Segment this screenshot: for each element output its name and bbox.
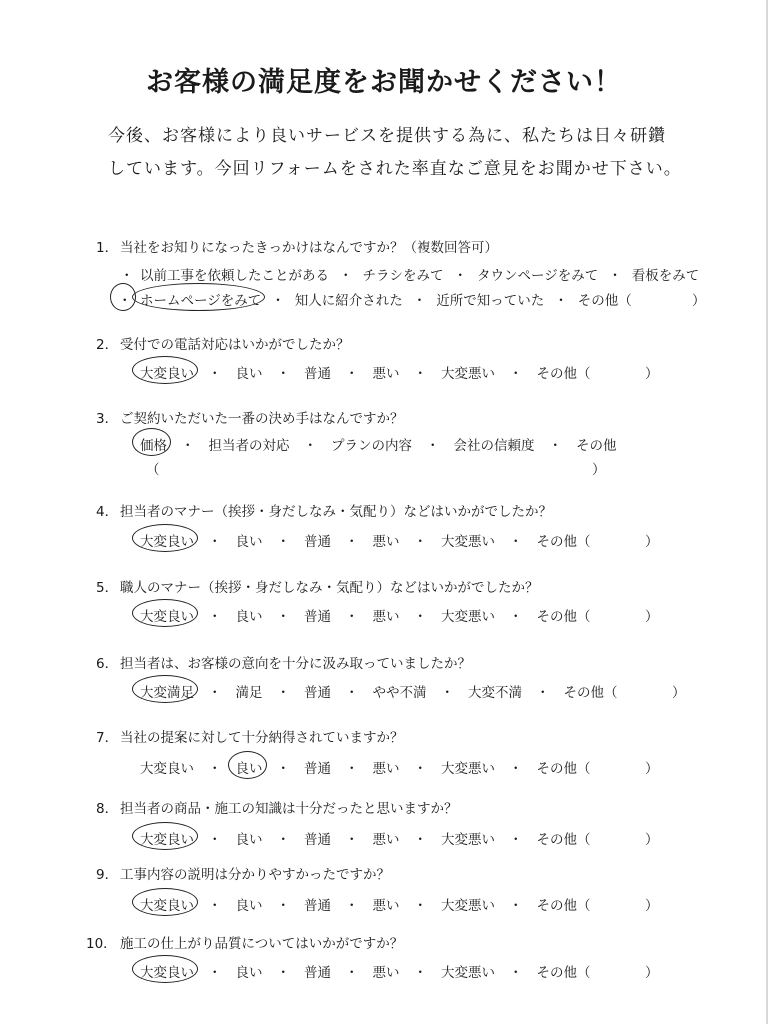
answer-option-label: 近所で知っていた xyxy=(436,293,545,309)
answer-option-label: 知人に紹介された xyxy=(294,293,403,309)
option-separator: ・ xyxy=(345,898,359,914)
intro-line-1: 今後、お客様により良いサービスを提供する為に、私たちは日々研鑽 xyxy=(108,126,666,146)
answer-option-label: 悪い xyxy=(372,761,400,777)
option-separator: ・ xyxy=(345,685,359,701)
answer-option-label: 大変悪い xyxy=(441,366,495,382)
question-text: ご契約いただいた一番の決め手はなんですか？ xyxy=(120,411,404,427)
answer-option[interactable] xyxy=(140,434,167,454)
answer-option[interactable] xyxy=(295,289,403,309)
option-separator: ・ xyxy=(208,965,222,981)
option-separator: ・ xyxy=(271,293,285,309)
answer-option[interactable] xyxy=(140,894,194,914)
answer-option[interactable] xyxy=(236,530,263,550)
close-paren: ） xyxy=(645,609,659,625)
answer-option-label: その他（ xyxy=(536,609,591,625)
answer-option[interactable] xyxy=(373,530,400,550)
answer-option[interactable] xyxy=(140,289,261,309)
answer-option[interactable] xyxy=(537,894,591,914)
question-3 xyxy=(96,407,404,427)
answer-option-label: 大変良い xyxy=(140,609,194,625)
answer-option[interactable] xyxy=(373,894,400,914)
answer-option-label: 良い xyxy=(235,366,263,382)
answer-option-label: 悪い xyxy=(372,534,400,550)
answer-option-label: 会社の信頼度 xyxy=(453,438,535,454)
option-separator: ・ xyxy=(453,268,467,284)
intro-line-2: しています。今回リフォームをされた率直なご意見をお聞かせ下さい。 xyxy=(108,159,682,179)
option-separator: ・ xyxy=(413,761,427,777)
answer-options-row xyxy=(140,961,591,981)
close-paren: ） xyxy=(592,462,606,478)
hand-drawn-circle-mark xyxy=(110,283,136,311)
answer-option[interactable] xyxy=(236,961,263,981)
answer-option[interactable] xyxy=(441,828,495,848)
answer-option-label: 大変悪い xyxy=(441,609,495,625)
answer-option[interactable] xyxy=(304,894,331,914)
answer-option[interactable] xyxy=(331,434,412,454)
answer-option-label: 良い xyxy=(235,761,263,777)
close-paren: ） xyxy=(645,534,659,550)
answer-option-label: 悪い xyxy=(372,898,400,914)
answer-option[interactable] xyxy=(363,264,444,284)
option-separator: ・ xyxy=(608,268,622,284)
option-separator: ・ xyxy=(345,965,359,981)
answer-options-row xyxy=(140,289,632,309)
question-number: 2． xyxy=(96,337,119,353)
option-separator: ・ xyxy=(536,685,550,701)
answer-option-label: その他（ xyxy=(536,832,591,848)
answer-option[interactable] xyxy=(436,289,544,309)
answer-option[interactable] xyxy=(537,757,591,777)
answer-option[interactable] xyxy=(454,434,535,454)
option-separator: ・ xyxy=(276,965,290,981)
option-separator: ・ xyxy=(208,366,222,382)
question-number: 7． xyxy=(96,730,119,746)
answer-option-label: 大変良い xyxy=(140,366,194,382)
option-separator: ・ xyxy=(276,761,290,777)
question-10 xyxy=(86,932,404,952)
option-separator: ・ xyxy=(554,293,568,309)
close-paren: ） xyxy=(645,898,659,914)
answer-option[interactable] xyxy=(537,828,591,848)
close-paren: ） xyxy=(645,965,659,981)
answer-option[interactable] xyxy=(304,961,331,981)
option-separator: ・ xyxy=(345,832,359,848)
answer-option[interactable]: ・ xyxy=(118,289,132,309)
option-separator: ・ xyxy=(509,609,523,625)
option-separator: ・ xyxy=(276,609,290,625)
answer-option-label: 良い xyxy=(235,832,263,848)
question-2 xyxy=(96,333,350,353)
option-separator: ・ xyxy=(440,685,454,701)
answer-option[interactable] xyxy=(537,961,591,981)
question-6 xyxy=(96,652,471,672)
answer-option-label: 大変良い xyxy=(140,898,194,914)
answer-option[interactable] xyxy=(236,894,263,914)
answer-option[interactable] xyxy=(373,681,427,701)
option-separator: ・ xyxy=(276,366,290,382)
close-paren: ） xyxy=(645,761,659,777)
answer-options-row xyxy=(140,362,591,382)
option-separator: ・ xyxy=(208,685,222,701)
answer-option-label: 以前工事を依頼したことがある xyxy=(140,268,329,284)
answer-option-label: 普通 xyxy=(304,965,331,981)
answer-option[interactable] xyxy=(140,530,194,550)
option-separator: ・ xyxy=(181,438,195,454)
answer-option[interactable] xyxy=(477,264,598,284)
option-separator: ・ xyxy=(509,366,523,382)
answer-option-label: 悪い xyxy=(372,366,400,382)
answer-options-row xyxy=(140,757,591,777)
answer-option-label: 良い xyxy=(235,609,263,625)
answer-option[interactable] xyxy=(304,828,331,848)
option-separator: ・ xyxy=(276,898,290,914)
answer-option[interactable] xyxy=(209,434,290,454)
answer-option[interactable] xyxy=(441,757,495,777)
option-separator: ・ xyxy=(412,293,427,309)
question-9 xyxy=(96,863,390,883)
question-number: 8． xyxy=(96,801,119,817)
answer-option-label: 大変悪い xyxy=(441,761,495,777)
answer-option-label: その他（ xyxy=(563,685,618,701)
answer-option-label: 大変悪い xyxy=(441,534,495,550)
answer-option[interactable] xyxy=(140,961,194,981)
answer-option-label: その他（ xyxy=(536,761,591,777)
option-separator: ・ xyxy=(339,268,353,284)
option-separator: ・ xyxy=(413,898,427,914)
answer-option[interactable] xyxy=(578,289,632,309)
answer-option-label: 大変良い xyxy=(140,965,194,981)
answer-option-label: その他（ xyxy=(536,366,591,382)
option-separator: ・ xyxy=(303,438,317,454)
answer-option[interactable] xyxy=(537,530,591,550)
answer-option-label: 大変不満 xyxy=(468,685,522,701)
answer-option-label: 普通 xyxy=(304,609,331,625)
answer-option-label: 看板をみて xyxy=(631,268,700,284)
answer-option[interactable] xyxy=(304,605,331,625)
answer-option-label: その他（ xyxy=(536,965,591,981)
option-separator: ・ xyxy=(208,609,222,625)
question-8 xyxy=(96,797,458,817)
answer-options-row xyxy=(140,828,591,848)
question-5 xyxy=(96,576,539,596)
answer-option-label: 良い xyxy=(235,534,263,550)
answer-option[interactable] xyxy=(632,264,700,284)
answer-option-label: 大変悪い xyxy=(441,965,495,981)
answer-option[interactable] xyxy=(441,605,495,625)
answer-option[interactable] xyxy=(236,828,263,848)
answer-options-row xyxy=(140,434,617,454)
answer-option-label: やや不満 xyxy=(372,685,427,701)
answer-option-label: その他（ xyxy=(577,293,632,309)
option-separator: ・ xyxy=(426,438,440,454)
answer-option[interactable] xyxy=(140,362,194,382)
answer-option[interactable] xyxy=(373,605,400,625)
answer-option-label: プランの内容 xyxy=(331,438,412,454)
answer-option-label: 普通 xyxy=(304,832,331,848)
answer-option[interactable] xyxy=(441,894,495,914)
answer-option[interactable] xyxy=(140,264,329,284)
question-number: 3． xyxy=(96,411,119,427)
answer-options-row xyxy=(140,530,591,550)
option-separator: ・ xyxy=(208,534,222,550)
answer-option-label: 悪い xyxy=(372,832,400,848)
answer-option-label: 担当者の対応 xyxy=(208,438,290,454)
answer-options-row xyxy=(140,605,591,625)
answer-option-label: 満足 xyxy=(235,685,263,701)
answer-option[interactable] xyxy=(441,362,495,382)
answer-option[interactable] xyxy=(304,681,331,701)
option-separator: ・ xyxy=(413,609,427,625)
answer-option-label: その他（ xyxy=(536,534,591,550)
answer-option-label: ホームページをみて xyxy=(140,293,262,309)
page-title: お客様の満足度をお聞かせください！ xyxy=(146,67,622,98)
option-separator: ・ xyxy=(509,534,523,550)
answer-option[interactable] xyxy=(537,605,591,625)
option-separator: ・ xyxy=(413,366,427,382)
option-separator: ・ xyxy=(345,761,359,777)
question-number: 10． xyxy=(86,936,117,952)
option-separator: ・ xyxy=(345,609,359,625)
option-separator: ・ xyxy=(276,685,290,701)
answer-option[interactable] xyxy=(140,605,194,625)
answer-option[interactable] xyxy=(468,681,522,701)
option-separator: ・ xyxy=(413,534,427,550)
option-separator: ・ xyxy=(345,534,359,550)
question-number: 5． xyxy=(96,580,119,596)
answer-option-label: 普通 xyxy=(304,761,331,777)
answer-option-label: 良い xyxy=(235,898,263,914)
question-text: 工事内容の説明は分かりやすかったですか？ xyxy=(120,867,390,883)
option-separator: ・ xyxy=(548,438,562,454)
answer-option[interactable] xyxy=(537,362,591,382)
answer-option[interactable] xyxy=(236,362,263,382)
answer-option[interactable] xyxy=(564,681,618,701)
question-number: 9． xyxy=(96,867,119,883)
option-separator: ・ xyxy=(509,898,523,914)
answer-option-label: 良い xyxy=(235,965,263,981)
answer-options-row xyxy=(140,681,618,701)
open-paren: （ xyxy=(146,462,160,478)
answer-options-row xyxy=(140,894,591,914)
answer-option[interactable] xyxy=(236,605,263,625)
answer-option-label: 普通 xyxy=(304,898,331,914)
answer-option-label: 大変良い xyxy=(140,534,194,550)
answer-option-label: 大変良い xyxy=(140,761,194,777)
option-separator: ・ xyxy=(208,761,222,777)
answer-option[interactable] xyxy=(441,961,495,981)
answer-options-row xyxy=(140,264,699,284)
option-separator: ・ xyxy=(509,761,523,777)
question-4 xyxy=(96,500,552,520)
answer-option[interactable] xyxy=(140,757,194,777)
option-bullet xyxy=(118,289,132,309)
answer-option[interactable] xyxy=(373,362,400,382)
answer-option-label: 普通 xyxy=(304,534,331,550)
question-text: 担当者のマナー（挨拶・身だしなみ・気配り）などはいかがでしたか？ xyxy=(120,504,552,520)
option-separator: ・ xyxy=(208,832,222,848)
question-number: 1． xyxy=(96,240,119,256)
answer-option[interactable] xyxy=(140,828,194,848)
option-separator: ・ xyxy=(276,534,290,550)
question-number: 6． xyxy=(96,656,119,672)
close-paren: ） xyxy=(672,685,686,701)
question-1 xyxy=(96,236,498,256)
answer-option-label: タウンページをみて xyxy=(477,268,599,284)
answer-option-label: 普通 xyxy=(304,685,331,701)
question-text: 職人のマナー（挨拶・身だしなみ・気配り）などはいかがでしたか？ xyxy=(120,580,539,596)
question-7 xyxy=(96,726,404,746)
option-separator: ・ xyxy=(509,965,523,981)
answer-option[interactable] xyxy=(140,681,194,701)
question-text: 担当者の商品・施工の知識は十分だったと思いますか？ xyxy=(120,801,458,817)
close-paren: ） xyxy=(645,832,659,848)
option-separator: ・ xyxy=(413,832,427,848)
answer-option-label: その他（ xyxy=(536,898,591,914)
option-separator: ・ xyxy=(345,366,359,382)
answer-option-label: 大変満足 xyxy=(140,685,194,701)
question-number: 4． xyxy=(96,504,119,520)
answer-option-label: 大変悪い xyxy=(441,832,495,848)
option-separator: ・ xyxy=(509,832,523,848)
answer-option-label: 普通 xyxy=(304,366,331,382)
answer-option-label: チラシをみて xyxy=(362,268,444,284)
option-separator: ・ xyxy=(208,898,222,914)
question-text: 担当者は、お客様の意向を十分に汲み取っていましたか？ xyxy=(120,656,471,672)
answer-option-label: 大変良い xyxy=(140,832,194,848)
answer-option-label: 大変悪い xyxy=(441,898,495,914)
answer-option-label: その他 xyxy=(576,438,617,454)
option-separator: ・ xyxy=(413,965,427,981)
question-text: 当社の提案に対して十分納得されていますか？ xyxy=(120,730,404,746)
answer-option[interactable] xyxy=(304,362,331,382)
answer-option[interactable] xyxy=(236,757,263,777)
option-bullet: ・ xyxy=(120,268,134,284)
answer-option-label: 悪い xyxy=(372,609,400,625)
question-text: 当社をお知りになったきっかけはなんですか？（複数回答可） xyxy=(120,240,498,256)
question-text: 施工の仕上がり品質についてはいかがですか？ xyxy=(120,936,404,952)
close-paren: ） xyxy=(645,366,659,382)
answer-option[interactable] xyxy=(441,530,495,550)
answer-option[interactable] xyxy=(373,757,400,777)
answer-option-label: 悪い xyxy=(372,965,400,981)
answer-option-label: 価格 xyxy=(140,438,167,454)
answer-option[interactable] xyxy=(304,530,331,550)
answer-option[interactable] xyxy=(576,434,617,454)
answer-option[interactable] xyxy=(373,961,400,981)
answer-option[interactable] xyxy=(304,757,331,777)
close-paren: ） xyxy=(692,293,706,309)
question-text: 受付での電話対応はいかがでしたか？ xyxy=(120,337,350,353)
answer-option[interactable] xyxy=(373,828,400,848)
option-separator: ・ xyxy=(276,832,290,848)
answer-option[interactable] xyxy=(236,681,263,701)
